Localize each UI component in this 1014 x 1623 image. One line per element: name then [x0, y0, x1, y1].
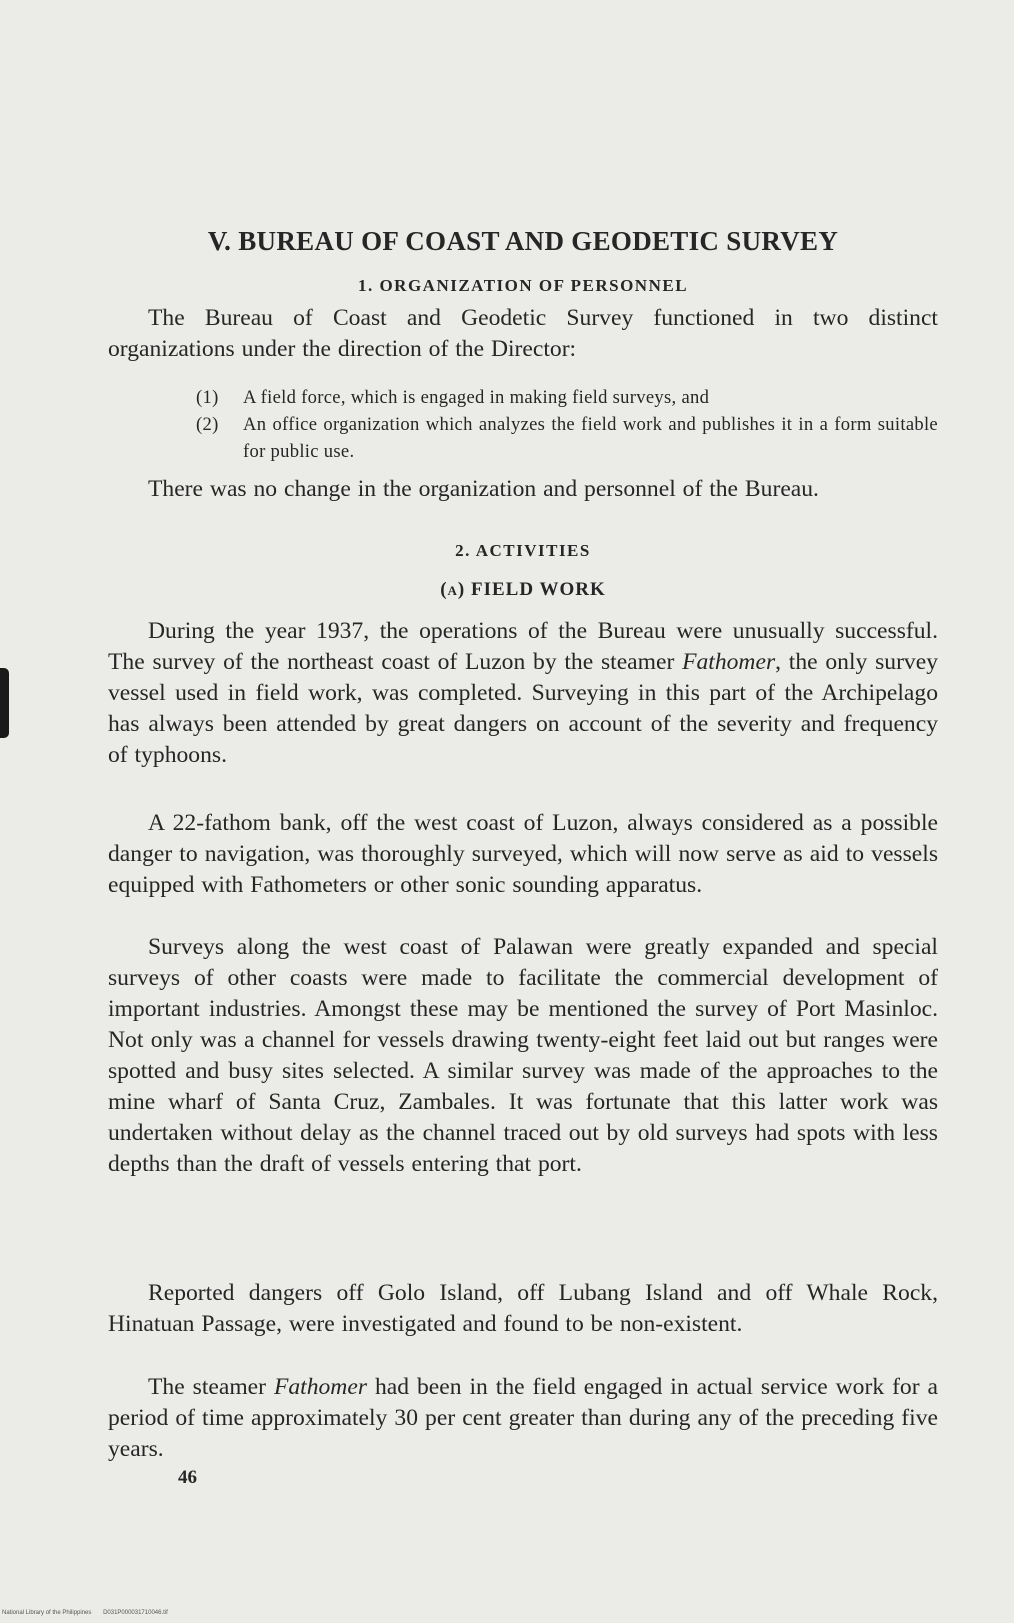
organization-list	[196, 384, 938, 465]
list-item-text: An office organization which analyzes the field work and publishes it in a form suitable for public use.	[243, 414, 938, 462]
text-run: , the only survey vessel used in field work, was completed. Surveying in this part of the Archipelago has always been attended by great dangers on account of the severity and frequency of typhoons.	[108, 649, 938, 768]
text-run: had been in the field engaged in actual service work for a period of time approximately 30 per cent greater than during any of the preceding five years.	[108, 1374, 938, 1462]
list-item	[196, 411, 938, 465]
page-title: V. BUREAU OF COAST AND GEODETIC SURVEY	[207, 226, 839, 256]
vessel-name: Fathomer	[682, 649, 776, 675]
page-number: 46	[178, 1467, 197, 1488]
subsection-heading-field-work: (a) FIELD WORK	[440, 579, 606, 600]
paragraph-intro: The Bureau of Coast and Geodetic Survey functioned in two distinct organizations under the direction of the Director:	[108, 305, 938, 362]
scan-footer	[2, 1610, 168, 1616]
text-run: The steamer	[148, 1374, 274, 1400]
paragraph-fathom-bank: A 22-fathom bank, off the west coast of Luzon, always considered as a possible danger to navigation, was thoroughly surveyed, which will now serve as aid to vessels equipped with Fathometers or other sonic sounding apparatus.	[108, 810, 938, 898]
vessel-name: Fathomer	[273, 1374, 368, 1400]
library-credit: National Library of the Philippines	[2, 1610, 92, 1616]
scan-file-code: D031P000031710046.tif	[103, 1610, 168, 1616]
paragraph-no-change: There was no change in the organization and personnel of the Bureau.	[148, 476, 819, 502]
list-item-number: (1)	[196, 387, 219, 408]
paragraph-1937-operations	[108, 616, 938, 771]
paragraph-steamer-service	[108, 1372, 938, 1465]
paragraph-reported-dangers: Reported dangers off Golo Island, off Lubang Island and off Whale Rock, Hinatuan Passage, were investigated and found to be non-existent.	[108, 1280, 938, 1337]
page-edge-shadow	[0, 668, 9, 738]
section-heading-activities: 2. ACTIVITIES	[455, 541, 591, 560]
text-run: During the year 1937, the operations of the Bureau were unusually successful. The survey of the northeast coast of Luzon by the steamer	[108, 618, 938, 675]
list-item-text: A field force, which is engaged in making field surveys, and	[243, 387, 710, 408]
list-item	[196, 384, 938, 411]
section-heading-organization: 1. ORGANIZATION OF PERSONNEL	[357, 276, 689, 295]
list-item-number: (2)	[196, 414, 219, 435]
paragraph-palawan-surveys: Surveys along the west coast of Palawan were greatly expanded and special surveys of other coasts were made to facilitate the commercial development of important industries. Amongst these may be mentioned the survey of Port Masinloc. Not only was a channel for vessels drawing twenty-eight feet laid out but ranges were spotted and busy sites selected. A similar survey was made of the approaches to the mine wharf of Santa Cruz, Zambales. It was fortunate that this latter work was undertaken without delay as the channel traced out by old surveys had spots with less depths than the draft of vessels entering that port.	[108, 934, 938, 1177]
